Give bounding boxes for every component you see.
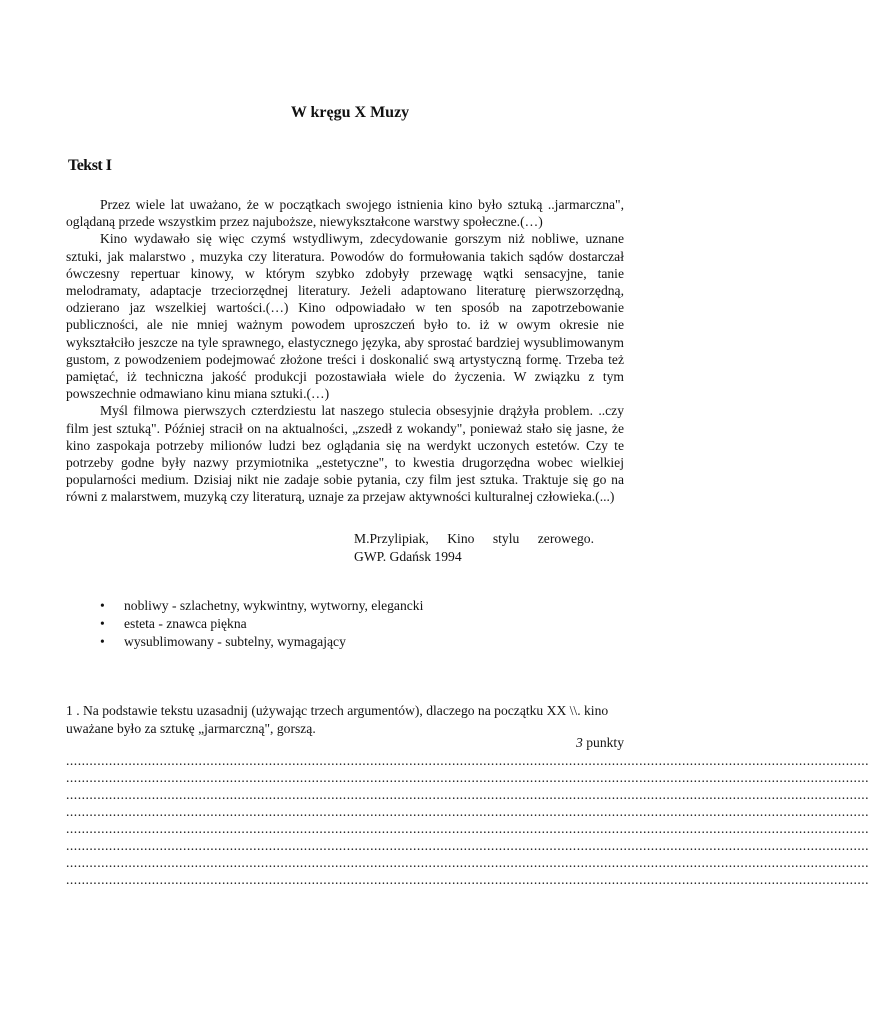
page-title: W kręgu X Muzy	[290, 104, 410, 121]
glossary-item-text: wysublimowany - subtelny, wymagający	[124, 634, 346, 649]
answer-line[interactable]: ..............................................................................................................................................................................................................	[66, 770, 869, 785]
question-text: 1 . Na podstawie tekstu uzasadnij (używając trzech argumentów), dlaczego na początku XX \\. kino uważane było za sztukę „jarmarczną", gorszą.	[66, 703, 609, 736]
answer-line[interactable]: ..............................................................................................................................................................................................................	[66, 838, 869, 853]
bullet-icon: •	[100, 598, 105, 613]
paragraph-3: Myśl filmowa pierwszych czterdziestu lat naszego stulecia obsesyjnie drążyła problem. ..czy film jest sztuką". Później stracił on na aktualności, „zszedł z wokandy", ponieważ stało się jasne, że kino zaspokaja potrzeby milionów ludzi bez oglądania się na werdykt uczonych estetów. Czy te potrzeby godne były nazwy przymiotnika „estetyczne", to kwestia drugorzędna wobec wielkiej popularności medium. Dzisiaj nikt nie zadaje sobie pytania, czy film jest sztuka. Traktuje się go na równi z malarstwem, muzyką czy literaturą, uznaje za przejaw aktywności kulturalnej człowieka.(...)	[66, 403, 624, 505]
bullet-icon: •	[100, 616, 105, 631]
glossary-list	[100, 597, 423, 651]
answer-area[interactable]	[66, 752, 869, 888]
answer-line[interactable]: ..............................................................................................................................................................................................................	[66, 855, 869, 870]
points-word: punkty	[586, 735, 624, 750]
glossary-item-text: nobliwy - szlachetny, wykwintny, wytworny, elegancki	[124, 598, 424, 613]
glossary-item	[100, 597, 423, 615]
points-label	[576, 735, 624, 751]
glossary-item	[100, 633, 423, 651]
paragraph-2: Kino wydawało się więc czymś wstydliwym, zdecydowanie gorszym niż nobliwe, uznane sztuki, jak malarstwo , muzyka czy literatura. Powodów do formułowania takich sądów dostarczał ówczesny repertuar kinowy, w którym szybko zdobyły przewagę wątki sensacyjne, tanie melodramaty, adaptacje trzeciorzędnej literatury. Jeżeli adaptowano literaturę pierwszorzędną, odzierano jaz wszelkiej wartości.(…) Kino odpowiadało w ten sposób na zapotrzebowanie publiczności, ale nie mniej ważnym powodem uproszczeń było to. iż w owym okresie nie wykształciło jeszcze na tyle sprawnego, elastycznego języka, aby sprostać bardziej wysublimowanym gustom, z powodzeniem podejmować złożone treści i doskonalić swą artystyczną formę. Trzeba też pamiętać, iż techniczna jakość produkcji pozostawiała wiele do życzenia. W związku z tym powszechnie odmawiano kinu miana sztuki.(…)	[66, 231, 624, 402]
citation-author: M.Przylipiak,	[354, 531, 429, 546]
source-citation	[354, 530, 594, 566]
answer-line[interactable]: ..............................................................................................................................................................................................................	[66, 872, 869, 887]
answer-line[interactable]: ..............................................................................................................................................................................................................	[66, 804, 869, 819]
citation-title-word: zerowego.	[537, 531, 594, 546]
answer-line[interactable]: ..............................................................................................................................................................................................................	[66, 753, 869, 768]
citation-publisher: GWP. Gdańsk 1994	[354, 549, 462, 564]
bullet-icon: •	[100, 634, 105, 649]
citation-line-1	[354, 530, 594, 548]
citation-title-word: Kino	[447, 531, 475, 546]
points-number: 3	[576, 735, 583, 750]
glossary-item	[100, 615, 423, 633]
citation-title-word: stylu	[492, 531, 520, 546]
section-subtitle: Tekst I	[68, 157, 112, 174]
glossary-item-text: esteta - znawca piękna	[124, 616, 247, 631]
paragraph-1: Przez wiele lat uważano, że w początkach swojego istnienia kino było sztuką ..jarmarczna", oglądaną przede wszystkim przez najuboższe, niewykształcone warstwy społeczne.(…)	[66, 197, 624, 230]
text-passage	[66, 196, 624, 506]
answer-line[interactable]: ..............................................................................................................................................................................................................	[66, 821, 869, 836]
answer-line[interactable]: ..............................................................................................................................................................................................................	[66, 787, 869, 802]
